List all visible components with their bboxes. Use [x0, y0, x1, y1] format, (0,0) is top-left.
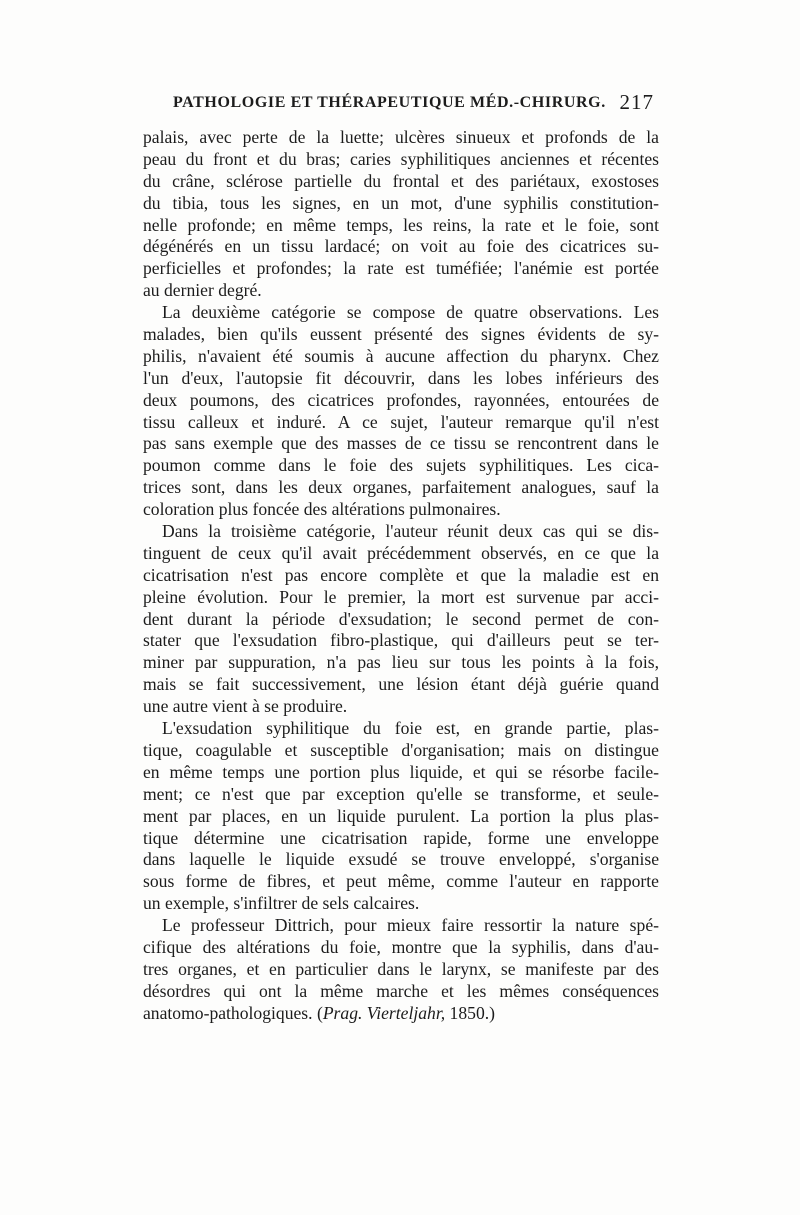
- text-line-content: au dernier degré.: [143, 280, 262, 301]
- text-line-content: tres organes, et en particulier dans le larynx, se manifeste par des: [143, 958, 659, 979]
- text-line: [143, 280, 659, 302]
- text-line-content: tinguent de ceux qu'il avait précédemment observés, en ce que la: [143, 542, 659, 563]
- text-line: [143, 915, 659, 937]
- text-line: [143, 455, 659, 477]
- text-line-content: désordres qui ont la même marche et les mêmes conséquences: [143, 980, 659, 1001]
- text-line-content: cifique des altérations du foie, montre que la syphilis, dans d'au-: [143, 936, 659, 957]
- text-line-content: miner par suppuration, n'a pas lieu sur tous les points à la fois,: [143, 652, 659, 673]
- text-line-content: Dans la troisième catégorie, l'auteur réunit deux cas qui se dis-: [162, 521, 659, 542]
- text-line-content: trices sont, dans les deux organes, parfaitement analogues, sauf la: [143, 477, 659, 498]
- text-line-content: dégénérés en un tissu lardacé; on voit au foie des cicatrices su-: [143, 236, 659, 257]
- text-line: [143, 718, 659, 740]
- text-line: [143, 981, 659, 1003]
- text-line-content: L'exsudation syphilitique du foie est, en grande partie, plas-: [162, 718, 659, 739]
- text-line-content: perficielles et profondes; la rate est tuméfiée; l'anémie est portée: [143, 258, 659, 279]
- text-line: [143, 521, 659, 543]
- text-line: [143, 215, 659, 237]
- text-line: [143, 193, 659, 215]
- text-line-content: cicatrisation n'est pas encore complète et que la maladie est en: [143, 564, 659, 585]
- text-line-content: philis, n'avaient été soumis à aucune affection du pharynx. Chez: [143, 345, 659, 366]
- text-line-content: dent durant la période d'exsudation; le second permet de con-: [143, 608, 659, 629]
- text-line: [143, 346, 659, 368]
- text-line-content: La deuxième catégorie se compose de quatre observations. Les: [162, 302, 659, 323]
- text-line-content: poumon comme dans le foie des sujets syphilitiques. Les cica-: [143, 455, 659, 476]
- text-line: [143, 477, 659, 499]
- page-header: [143, 90, 657, 124]
- text-line: [143, 893, 659, 915]
- text-line: [143, 543, 659, 565]
- text-line: [143, 127, 659, 149]
- text-line: [143, 959, 659, 981]
- text-line: [143, 784, 659, 806]
- text-line: [143, 390, 659, 412]
- text-line-content: du tibia, tous les signes, en un mot, d'une syphilis constitution-: [143, 192, 659, 213]
- text-line-content: stater que l'exsudation fibro-plastique, qui d'ailleurs peut se ter-: [143, 630, 659, 651]
- text-line-content: tique, coagulable et susceptible d'organisation; mais on distingue: [143, 739, 659, 760]
- text-line: [143, 171, 659, 193]
- text-line-content: pleine évolution. Pour le premier, la mort est survenue par acci-: [143, 586, 659, 607]
- text-line: [143, 652, 659, 674]
- body-text: [143, 127, 659, 1025]
- text-line: [143, 368, 659, 390]
- text-line: [143, 674, 659, 696]
- text-line: [143, 630, 659, 652]
- text-line-content: palais, avec perte de la luette; ulcères sinueux et profonds de la: [143, 127, 659, 147]
- text-line: [143, 871, 659, 893]
- running-title: PATHOLOGIE ET THÉRAPEUTIQUE MÉD.-CHIRURG.: [173, 94, 606, 111]
- text-line-content: du crâne, sclérose partielle du frontal et des pariétaux, exostoses: [143, 170, 659, 191]
- text-line: [143, 828, 659, 850]
- text-line-content: tique détermine une cicatrisation rapide, forme une enveloppe: [143, 827, 659, 848]
- text-line: [143, 740, 659, 762]
- text-line: [143, 696, 659, 718]
- text-line: [143, 149, 659, 171]
- text-line-content: ment par places, en un liquide purulent. La portion la plus plas-: [143, 805, 659, 826]
- text-line-content: ment; ce n'est que par exception qu'elle se transforme, et seule-: [143, 783, 659, 804]
- citation-content: [143, 1003, 659, 1025]
- page-number: 217: [619, 90, 654, 114]
- text-line-content: dans laquelle le liquide exsudé se trouve enveloppé, s'organise: [143, 849, 659, 870]
- text-line: [143, 937, 659, 959]
- text-line-content: une autre vient à se produire.: [143, 696, 348, 717]
- citation-year: 1850.): [445, 1002, 495, 1023]
- text-line: [143, 433, 659, 455]
- text-line-citation: [143, 1003, 659, 1025]
- text-line: [143, 236, 659, 258]
- text-line: [143, 499, 659, 521]
- citation-journal: Prag. Vierteljahr,: [322, 1002, 446, 1023]
- text-line-content: nelle profonde; en même temps, les reins, la rate et le foie, sont: [143, 214, 659, 235]
- text-line-content: l'un d'eux, l'autopsie fit découvrir, dans les lobes inférieurs des: [143, 367, 659, 388]
- text-line-content: tissu calleux et induré. A ce sujet, l'auteur remarque qu'il n'est: [143, 411, 659, 432]
- text-line-content: deux poumons, des cicatrices profondes, rayonnées, entourées de: [143, 389, 659, 410]
- citation-prefix: anatomo-pathologiques. (: [143, 1002, 323, 1023]
- text-line: [143, 324, 659, 346]
- text-line-content: un exemple, s'infiltrer de sels calcaires.: [143, 893, 420, 914]
- text-line: [143, 412, 659, 434]
- text-line: [143, 609, 659, 631]
- text-line: [143, 849, 659, 871]
- text-line: [143, 762, 659, 784]
- text-line-content: Le professeur Dittrich, pour mieux faire ressortir la nature spé-: [162, 915, 659, 936]
- text-line: [143, 565, 659, 587]
- text-line: [143, 258, 659, 280]
- text-line-content: peau du front et du bras; caries syphilitiques anciennes et récentes: [143, 148, 659, 169]
- text-line-content: coloration plus foncée des altérations pulmonaires.: [143, 499, 501, 520]
- text-line-content: en même temps une portion plus liquide, et qui se résorbe facile-: [143, 761, 659, 782]
- text-line-content: sous forme de fibres, et peut même, comme l'auteur en rapporte: [143, 871, 659, 892]
- text-line-content: mais se fait successivement, une lésion étant déjà guérie quand: [143, 674, 659, 695]
- text-line: [143, 806, 659, 828]
- text-line-content: pas sans exemple que des masses de ce tissu se rencontrent dans le: [143, 433, 659, 454]
- text-line: [143, 302, 659, 324]
- text-line: [143, 587, 659, 609]
- text-line-content: malades, bien qu'ils eussent présenté des signes évidents de sy-: [143, 324, 659, 345]
